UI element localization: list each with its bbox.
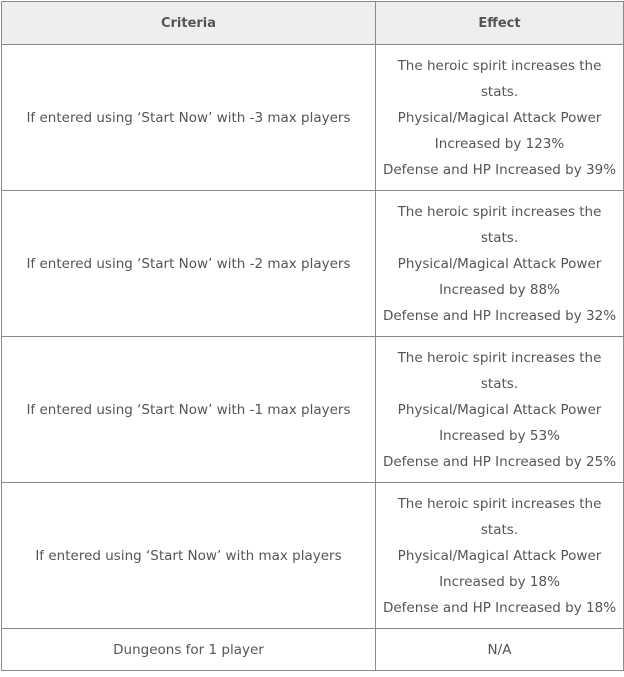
effect-line: Increased by 18% (439, 573, 560, 590)
effect-line: Defense and HP Increased by 32% (382, 307, 617, 324)
effect-line: stats. (480, 375, 519, 392)
criteria-cell: If entered using ‘Start Now’ with -2 max players (2, 191, 376, 337)
effect-line: Increased by 88% (439, 281, 560, 298)
effect-line: Physical/Magical Attack Power (397, 547, 602, 564)
criteria-cell: If entered using ‘Start Now’ with -3 max players (2, 45, 376, 191)
effect-line: Physical/Magical Attack Power (397, 255, 602, 272)
effect-line: Physical/Magical Attack Power (397, 109, 602, 126)
effect-line: The heroic spirit increases the (397, 349, 602, 366)
effect-cell (376, 337, 624, 483)
criteria-header: Criteria (2, 2, 376, 45)
effect-line: Defense and HP Increased by 39% (382, 161, 617, 178)
table-row (2, 483, 624, 629)
effect-line: Increased by 53% (439, 427, 560, 444)
effects-table (1, 1, 624, 671)
effect-line: Physical/Magical Attack Power (397, 401, 602, 418)
header-row (2, 2, 624, 45)
table-row (2, 191, 624, 337)
table-row (2, 45, 624, 191)
effect-cell (376, 45, 624, 191)
effect-line: Defense and HP Increased by 25% (382, 453, 617, 470)
effect-line: The heroic spirit increases the (397, 57, 602, 74)
criteria-cell: Dungeons for 1 player (2, 629, 376, 671)
effect-line: The heroic spirit increases the (397, 495, 602, 512)
effect-line: stats. (480, 83, 519, 100)
effect-cell (376, 483, 624, 629)
effect-line: Increased by 123% (434, 135, 565, 152)
effect-cell: N/A (376, 629, 624, 671)
table-row (2, 337, 624, 483)
effect-line: The heroic spirit increases the (397, 203, 602, 220)
effect-line: stats. (480, 229, 519, 246)
criteria-cell: If entered using ‘Start Now’ with max players (2, 483, 376, 629)
effect-line: stats. (480, 521, 519, 538)
effect-cell (376, 191, 624, 337)
criteria-cell: If entered using ‘Start Now’ with -1 max players (2, 337, 376, 483)
table-row (2, 629, 624, 671)
effect-header: Effect (376, 2, 624, 45)
effect-line: Defense and HP Increased by 18% (382, 599, 617, 616)
